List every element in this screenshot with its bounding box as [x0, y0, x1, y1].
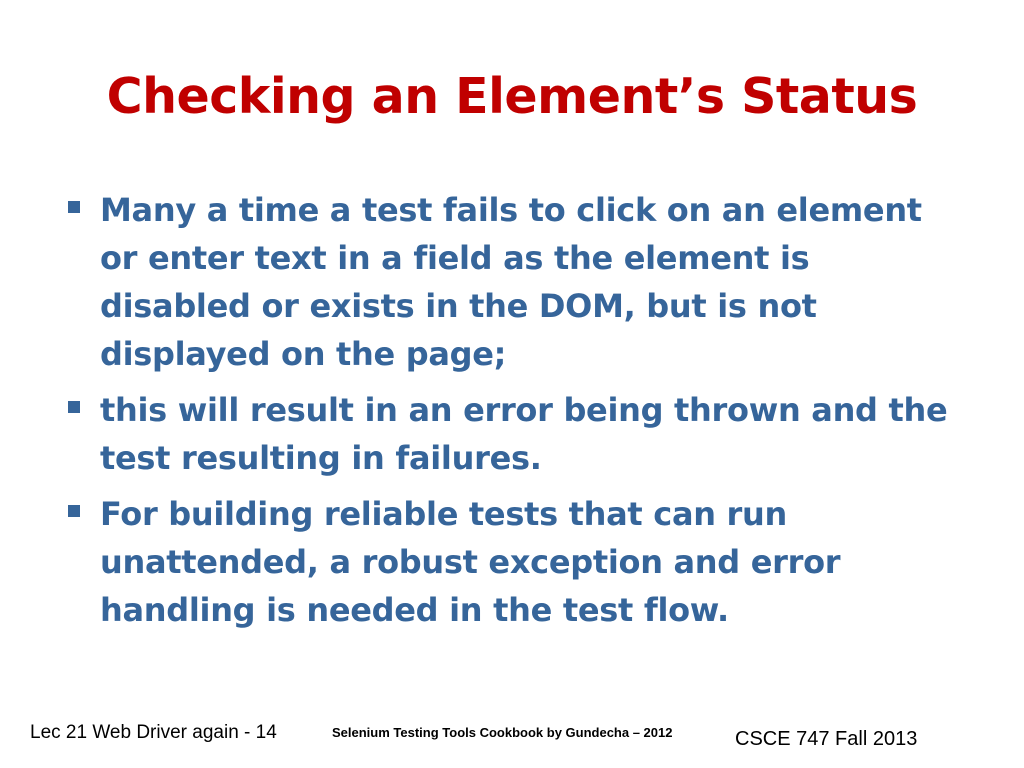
- bullet-text: this will result in an error being thrown and the test resulting in failures.: [100, 391, 948, 477]
- footer-source-label: Selenium Testing Tools Cookbook by Gundecha – 2012: [332, 725, 673, 740]
- slide-title: Checking an Element’s Status: [106, 68, 918, 125]
- bullet-list: [62, 186, 962, 642]
- bullet-item: [62, 490, 962, 634]
- square-bullet-icon: [68, 505, 80, 517]
- bullet-text: For building reliable tests that can run unattended, a robust exception and error handling is needed in the test flow.: [100, 495, 841, 629]
- footer-course-label: CSCE 747 Fall 2013: [735, 728, 918, 750]
- bullet-item: [62, 186, 962, 378]
- bullet-text: Many a time a test fails to click on an element or enter text in a field as the element is disabled or exists in the DOM, but is not displayed on the page;: [100, 191, 922, 373]
- square-bullet-icon: [68, 201, 80, 213]
- square-bullet-icon: [68, 401, 80, 413]
- bullet-item: [62, 386, 962, 482]
- footer-lecture-label: Lec 21 Web Driver again - 14: [30, 722, 277, 743]
